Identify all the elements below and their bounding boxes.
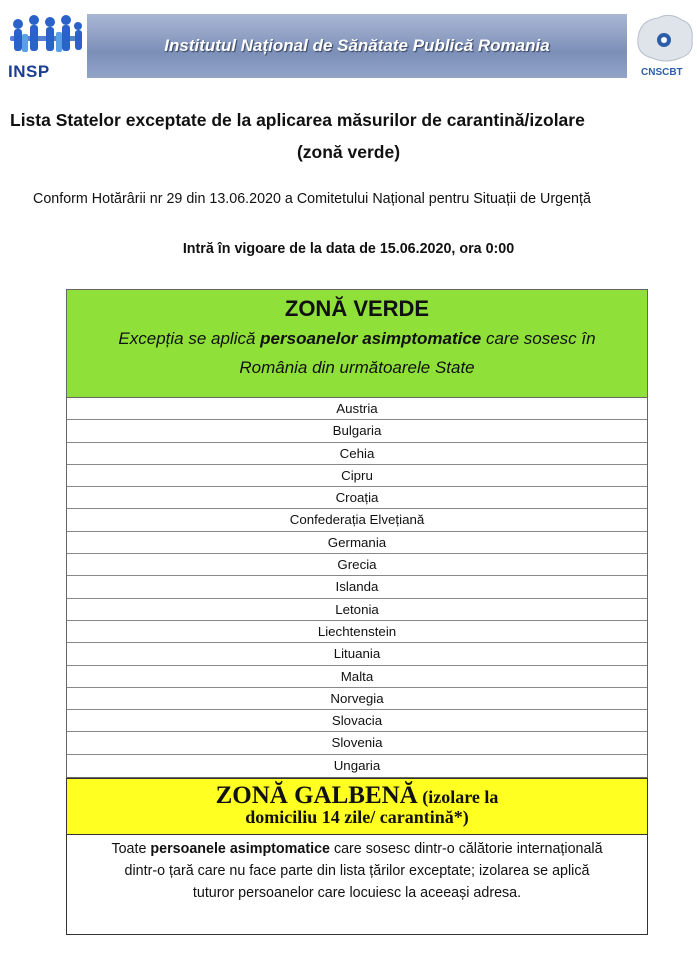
institute-name: Institutul Național de Sănătate Publică Romania xyxy=(164,36,550,55)
green-zone-desc-part2: care sosesc în xyxy=(481,329,596,348)
yellow-zone-body-part1: Toate xyxy=(111,841,151,857)
country-row: Croația xyxy=(67,487,647,509)
country-row: Slovacia xyxy=(67,710,647,732)
green-zone-desc-part1: Excepția se aplică xyxy=(118,329,261,348)
green-zone-table xyxy=(66,289,648,778)
country-row: Malta xyxy=(67,666,647,688)
effective-date: Intră în vigoare de la data de 15.06.2020, ora 0:00 xyxy=(182,241,515,257)
insp-logo-text: INSP xyxy=(8,62,50,81)
yellow-zone-body-line3: tuturor persoanelor care locuiesc la aceeași adresa. xyxy=(192,885,522,901)
country-row: Slovenia xyxy=(67,732,647,754)
country-row: Lituania xyxy=(67,643,647,665)
yellow-zone-title: ZONĂ GALBENĂ xyxy=(215,782,418,809)
country-row: Letonia xyxy=(67,599,647,621)
document-title-line2: (zonă verde) xyxy=(296,142,401,162)
cnscbt-logo-text: CNSCBT xyxy=(641,67,683,78)
yellow-zone-body-part2: care sosesc dintr-o călătorie internațională xyxy=(329,841,603,857)
country-row: Confederația Elvețiană xyxy=(67,509,647,531)
yellow-zone-title-suffix: (izolare la xyxy=(417,787,499,807)
country-row: Cehia xyxy=(67,443,647,465)
institute-banner-bar xyxy=(87,14,627,78)
yellow-zone-body xyxy=(67,835,647,904)
green-zone-title: ZONĂ VERDE xyxy=(284,296,430,321)
green-zone-header xyxy=(67,290,647,398)
yellow-zone-header xyxy=(67,779,647,835)
country-row: Ungaria xyxy=(333,757,381,773)
country-row: Germania xyxy=(67,532,647,554)
country-row: Norvegia xyxy=(67,688,647,710)
yellow-zone-title-line2: domiciliu 14 zile/ carantină*) xyxy=(245,807,469,827)
country-row: Austria xyxy=(67,398,647,420)
green-zone-description xyxy=(67,324,647,382)
yellow-zone-body-bold: persoanele asimptomatice xyxy=(150,841,330,857)
country-row: Grecia xyxy=(67,554,647,576)
country-row: Bulgaria xyxy=(67,420,647,442)
yellow-zone-body-line2: dintr-o țară care nu face parte din lista țărilor exceptate; izolarea se aplică xyxy=(124,863,590,879)
country-list xyxy=(67,398,647,777)
country-row: Islanda xyxy=(67,576,647,598)
green-zone-desc-bold: persoanelor asimptomatice xyxy=(260,329,482,348)
document-subtitle: Conform Hotărârii nr 29 din 13.06.2020 a Comitetului Național pentru Situații de Urgență xyxy=(33,191,591,207)
yellow-zone-table xyxy=(66,778,648,935)
document-title-line1: Lista Statelor exceptate de la aplicarea măsurilor de carantină/izolare xyxy=(10,110,585,130)
country-row: Cipru xyxy=(67,465,647,487)
green-zone-desc-line2: România din următoarele State xyxy=(239,358,475,377)
header-banner xyxy=(0,10,697,86)
country-row: Liechtenstein xyxy=(67,621,647,643)
